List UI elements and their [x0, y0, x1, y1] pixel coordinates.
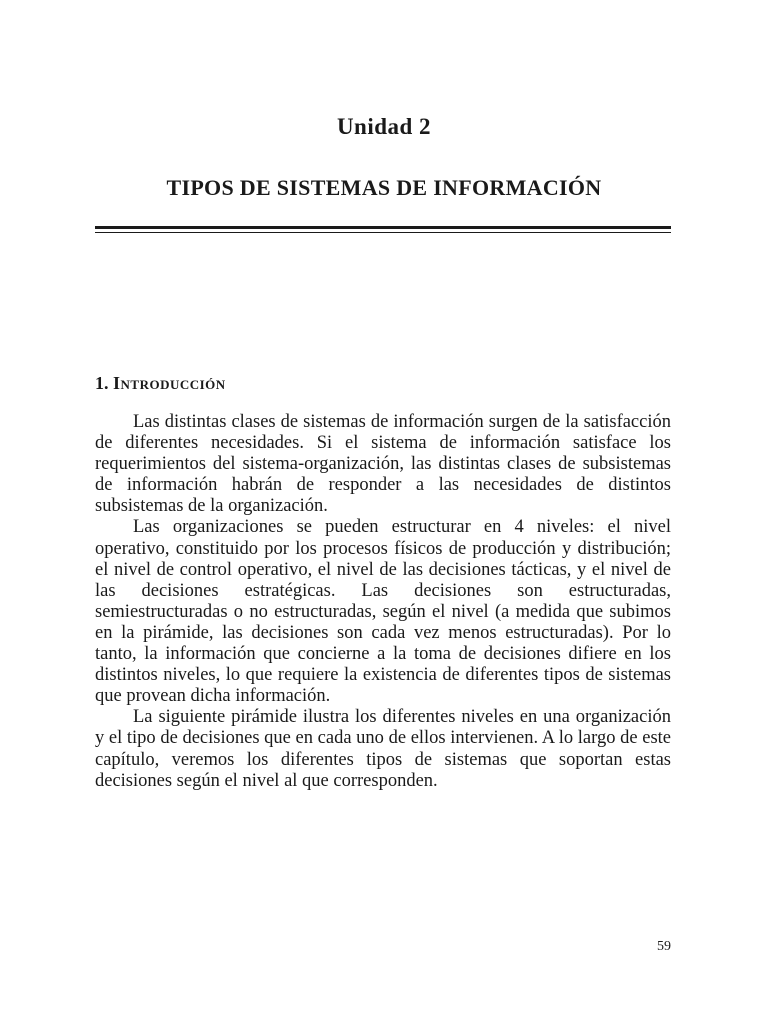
- title-rule-thin: [95, 232, 671, 233]
- section-number: 1.: [95, 373, 109, 393]
- paragraph: Las distintas clases de sistemas de información surgen de la satisfacción de diferentes necesidades. Si el sistema de información satisface los requerimientos del sistema-organización, las distintas clases de subsistemas de información habrán de responder a las necesidades de distintos subsistemas de la organización.: [95, 412, 671, 517]
- page-number: 59: [657, 939, 671, 954]
- unit-title: Unidad 2: [336, 114, 432, 139]
- section-heading: [95, 373, 226, 394]
- section-title: Introducción: [113, 373, 226, 393]
- paragraph: Las organizaciones se pueden estructurar en 4 niveles: el nivel operativo, constituido por los procesos físicos de producción y distribución; el nivel de control operativo, el nivel de las decisiones tácticas, y el nivel de las decisiones estratégicas. Las decisiones son estructuradas, semiestructuradas o no estructuradas, según el nivel (a medida que subimos en la pirámide, las decisiones son cada vez menos estructuradas). Por lo tanto, la información que concierne a la toma de decisiones difiere en los distintos niveles, lo que requiere la existencia de diferentes tipos de sistemas que provean dicha información.: [95, 517, 671, 707]
- chapter-title: TIPOS DE SISTEMAS DE INFORMACIÓN: [166, 175, 602, 200]
- title-rule-thick: [95, 226, 671, 229]
- paragraph: La siguiente pirámide ilustra los diferentes niveles en una organización y el tipo de decisiones que en cada uno de ellos intervienen. A lo largo de este capítulo, veremos los diferentes tipos de sistemas que soportan estas decisiones según el nivel al que corresponden.: [95, 707, 671, 791]
- body-text: [95, 412, 671, 792]
